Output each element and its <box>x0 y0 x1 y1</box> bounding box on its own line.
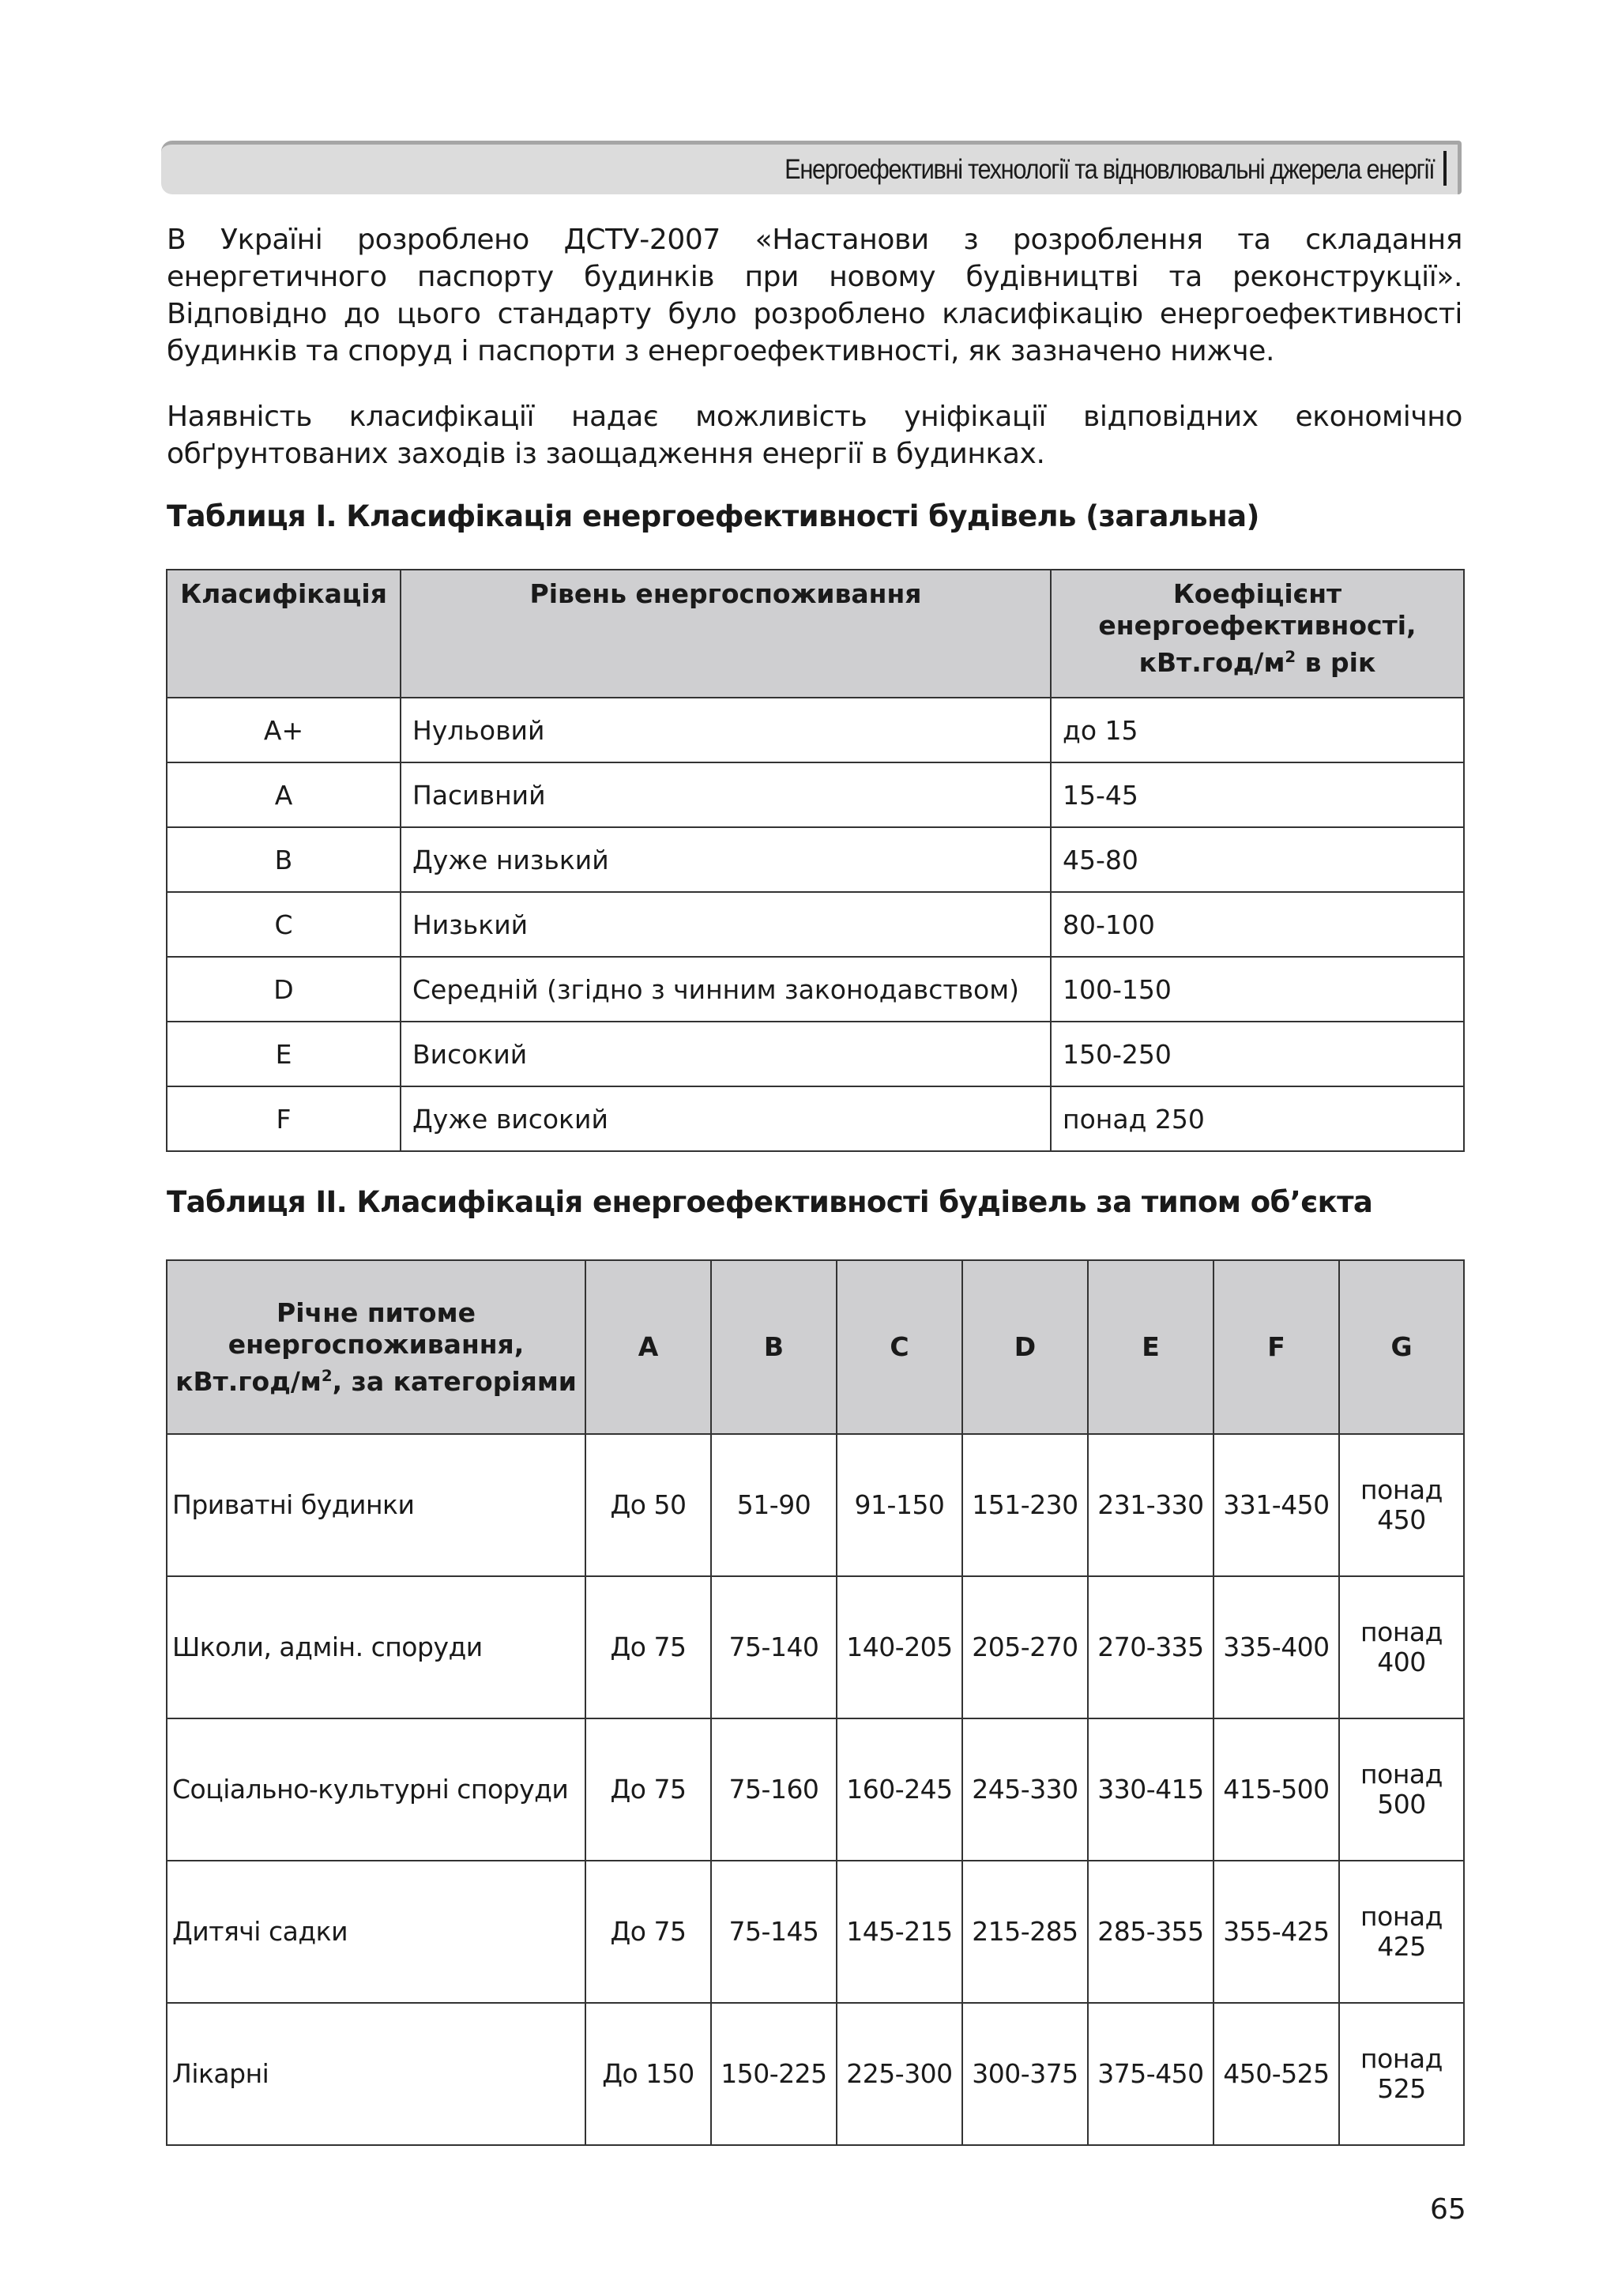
table-cell: До 75 <box>585 1576 711 1718</box>
table-1-header-row <box>167 570 1464 698</box>
table-cell: 51-90 <box>711 1434 837 1576</box>
table-1-title: Таблиця I. Класифікація енергоефективності будівель (загальна) <box>167 499 1259 533</box>
paragraph-2: Наявність класифікації надає можливість уніфікації відповідних економічно обґрунтованих заходів із заощадження енергії в будинках. <box>167 401 1462 470</box>
table-cell: 15-45 <box>1051 762 1464 827</box>
table-cell: понад 425 <box>1339 1861 1464 2003</box>
table-2-header-category-a: A <box>585 1260 711 1434</box>
table-cell: 331-450 <box>1214 1434 1339 1576</box>
table-cell: B <box>167 827 401 892</box>
table-cell: понад 500 <box>1339 1718 1464 1861</box>
table-cell: понад 250 <box>1051 1086 1464 1151</box>
table-cell: До 75 <box>585 1861 711 2003</box>
table-cell: понад 450 <box>1339 1434 1464 1576</box>
header-consumption-sup: 2 <box>321 1366 333 1385</box>
table-cell: 45-80 <box>1051 827 1464 892</box>
table-cell: 215-285 <box>962 1861 1088 2003</box>
table-2-title: Таблиця II. Класифікація енергоефективності будівель за типом об’єкта <box>167 1185 1373 1219</box>
running-header-rule <box>1443 151 1447 186</box>
table-cell: Високий <box>401 1022 1051 1086</box>
table-cell: Приватні будинки <box>167 1434 585 1576</box>
table-cell: F <box>167 1086 401 1151</box>
header-consumption-line1: Річне питоме енергоспоживання, <box>228 1297 525 1360</box>
table-cell: 355-425 <box>1214 1861 1339 2003</box>
table-cell: 225-300 <box>837 2003 962 2145</box>
table-2-header-category-f: F <box>1214 1260 1339 1434</box>
table-cell: 151-230 <box>962 1434 1088 1576</box>
paragraph-1: В Україні розроблено ДСТУ-2007 «Настанови з розроблення та складання енергетичного паспорту будинків при новому будівництві та реконструкції». Відповідно до цього стандарту було розроблено класифікацію енергоефективності будинків та споруд і паспорти з енергоефективності, як зазначено нижче. <box>167 224 1462 367</box>
table-row <box>167 762 1464 827</box>
table-cell: 100-150 <box>1051 957 1464 1022</box>
table-cell: Низький <box>401 892 1051 957</box>
table-cell: Школи, адмін. споруди <box>167 1576 585 1718</box>
table-row <box>167 1086 1464 1151</box>
table-cell: 300-375 <box>962 2003 1088 2145</box>
table-2-header-row <box>167 1260 1464 1434</box>
header-coefficient-suffix: в рік <box>1296 647 1376 678</box>
table-1-header-consumption-level: Рівень енергоспоживання <box>401 570 1051 698</box>
table-cell: Пасивний <box>401 762 1051 827</box>
table-cell: A <box>167 762 401 827</box>
table-cell: Дитячі садки <box>167 1861 585 2003</box>
table-cell: 245-330 <box>962 1718 1088 1861</box>
table-cell: Середній (згідно з чинним законодавством) <box>401 957 1051 1022</box>
table-cell: 375-450 <box>1088 2003 1214 2145</box>
table-cell: 75-160 <box>711 1718 837 1861</box>
table-cell: 75-145 <box>711 1861 837 2003</box>
table-cell: 450-525 <box>1214 2003 1339 2145</box>
table-row <box>167 1718 1464 1861</box>
table-cell: до 15 <box>1051 698 1464 762</box>
table-cell: 75-140 <box>711 1576 837 1718</box>
table-cell: 231-330 <box>1088 1434 1214 1576</box>
table-cell: 160-245 <box>837 1718 962 1861</box>
table-row <box>167 892 1464 957</box>
table-cell: 91-150 <box>837 1434 962 1576</box>
table-cell: 205-270 <box>962 1576 1088 1718</box>
table-row <box>167 1861 1464 2003</box>
table-cell: E <box>167 1022 401 1086</box>
table-2-header-category-d: D <box>962 1260 1088 1434</box>
table-row <box>167 957 1464 1022</box>
table-1-header-coefficient <box>1051 570 1464 698</box>
table-cell: 150-250 <box>1051 1022 1464 1086</box>
table-cell: Соціально-культурні споруди <box>167 1718 585 1861</box>
table-cell: 330-415 <box>1088 1718 1214 1861</box>
table-cell: Лікарні <box>167 2003 585 2145</box>
table-2-header-category-c: C <box>837 1260 962 1434</box>
table-cell: 145-215 <box>837 1861 962 2003</box>
page-number: 65 <box>1430 2193 1466 2226</box>
table-row <box>167 1022 1464 1086</box>
table-cell: До 150 <box>585 2003 711 2145</box>
table-cell: 80-100 <box>1051 892 1464 957</box>
table-cell: понад 400 <box>1339 1576 1464 1718</box>
running-header-text: Енергоефективні технології та відновлювальні джерела енергії <box>784 154 1434 185</box>
table-row <box>167 827 1464 892</box>
table-cell: 140-205 <box>837 1576 962 1718</box>
table-cell: 415-500 <box>1214 1718 1339 1861</box>
header-coefficient-line1: Коефіцієнт енергоефективності, <box>1098 578 1417 641</box>
table-2 <box>166 1259 1465 2146</box>
header-coefficient-unit: кВт.год/м <box>1138 647 1285 678</box>
table-cell: D <box>167 957 401 1022</box>
table-row <box>167 1434 1464 1576</box>
table-cell: A+ <box>167 698 401 762</box>
table-row <box>167 698 1464 762</box>
table-cell: 335-400 <box>1214 1576 1339 1718</box>
table-row <box>167 1576 1464 1718</box>
table-cell: Нульовий <box>401 698 1051 762</box>
table-1 <box>166 569 1465 1152</box>
table-cell: 270-335 <box>1088 1576 1214 1718</box>
table-cell: 285-355 <box>1088 1861 1214 2003</box>
table-1-header-classification: Класифікація <box>167 570 401 698</box>
header-coefficient-sup: 2 <box>1285 648 1296 666</box>
header-consumption-unit: кВт.год/м <box>175 1365 322 1397</box>
table-2-header-category-b: B <box>711 1260 837 1434</box>
header-consumption-suffix: , за категоріями <box>332 1365 577 1397</box>
table-cell: Дуже високий <box>401 1086 1051 1151</box>
table-2-header-consumption <box>167 1260 585 1434</box>
table-cell: C <box>167 892 401 957</box>
table-2-header-category-e: E <box>1088 1260 1214 1434</box>
table-cell: До 50 <box>585 1434 711 1576</box>
table-cell: 150-225 <box>711 2003 837 2145</box>
table-row <box>167 2003 1464 2145</box>
table-cell: понад 525 <box>1339 2003 1464 2145</box>
table-2-header-category-g: G <box>1339 1260 1464 1434</box>
running-header <box>161 141 1462 194</box>
table-cell: До 75 <box>585 1718 711 1861</box>
table-cell: Дуже низький <box>401 827 1051 892</box>
